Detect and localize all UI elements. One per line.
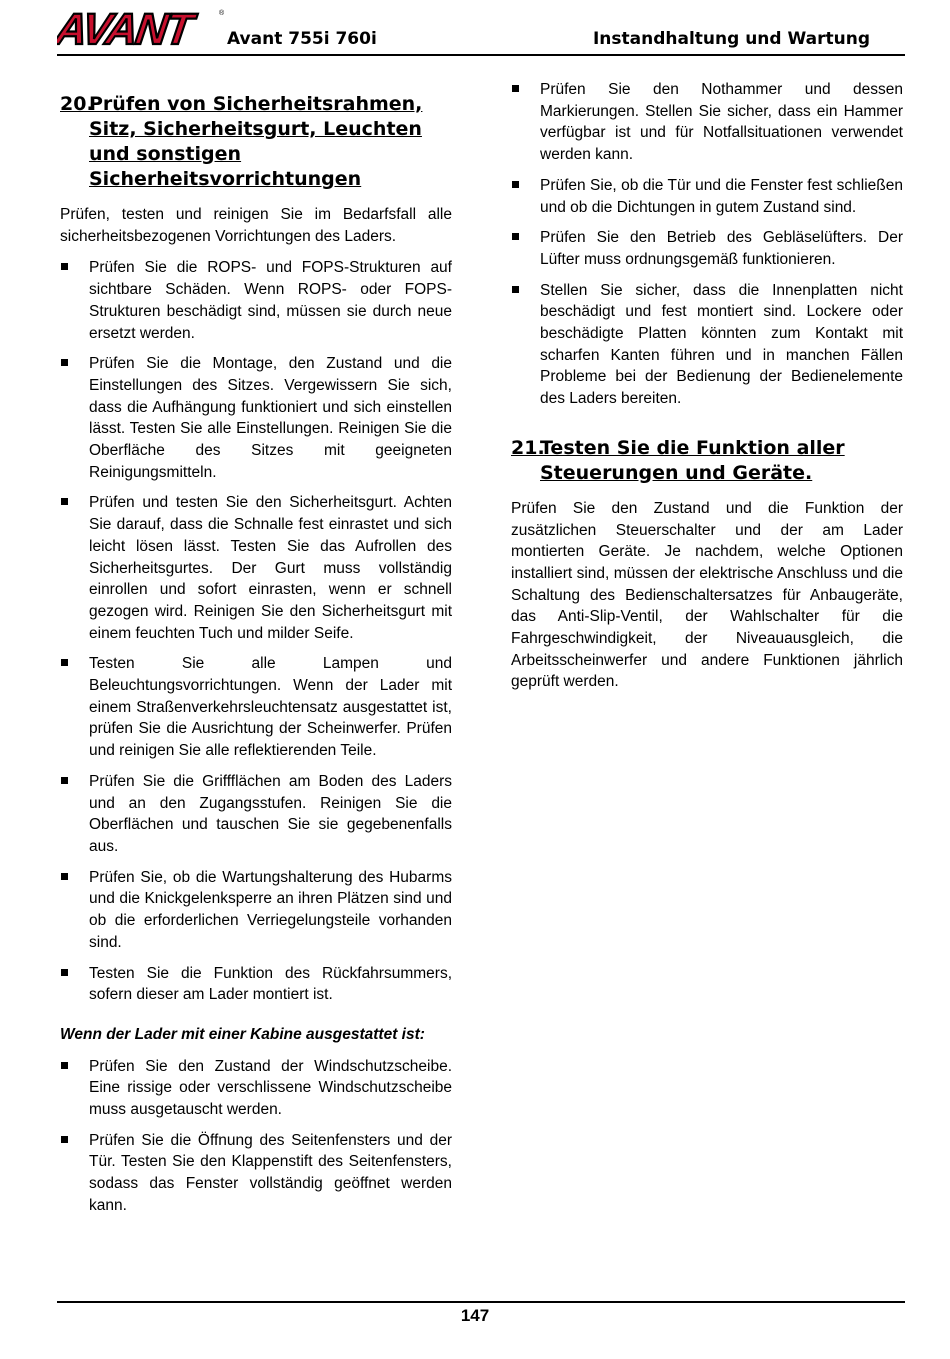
body-paragraph: Prüfen Sie den Zustand und die Funktion der zusätzlichen Steuerschalter und der am Lader montierten Geräte. Je nachdem, welche Optionen installiert sind, müssen der elektrische Anschluss und die Schaltung des Bedienschaltersatzes für Anbaugeräte, das Anti-Slip-Ventil, der Wahlschalter für die Fahrgeschwindigkeit, der Niveauausgleich, die Arbeitsscheinwerfer und andere Funktionen jährlich geprüft werden. [511, 499, 903, 691]
list-item: Prüfen Sie den Betrieb des Gebläselüfters. Der Lüfter muss ordnungsgemäß funktionieren. [511, 227, 903, 270]
avant-logo [57, 6, 227, 53]
bullet-icon [61, 498, 68, 505]
bullet-icon [61, 1136, 68, 1143]
bullet-icon [61, 359, 68, 366]
cabin-check-list-continued [511, 79, 903, 410]
safety-check-list [60, 257, 452, 1006]
heading-text: Testen Sie die Funktion aller Steuerungen und Geräte. [540, 436, 845, 484]
footer-divider [57, 1301, 905, 1303]
list-item: Prüfen Sie, ob die Wartungshalterung des Hubarms und die Knickgelenksperre an ihren Plätzen sind und ob die erforderlichen Verriegelungsteile vorhanden sind. [60, 867, 452, 954]
list-item: Testen Sie die Funktion des Rückfahrsummers, sofern dieser am Lader montiert ist. [60, 963, 452, 1006]
right-column [511, 79, 903, 703]
svg-text:®: ® [219, 10, 225, 17]
list-item: Prüfen Sie die ROPS- und FOPS-Strukturen auf sichtbare Schäden. Wenn ROPS- oder FOPS-Strukturen beschädigt sind, müssen sie durch neue ersetzt werden. [60, 257, 452, 344]
list-item: Prüfen Sie, ob die Tür und die Fenster fest schließen und ob die Dichtungen in gutem Zustand sind. [511, 175, 903, 218]
bullet-icon [61, 263, 68, 270]
left-column [60, 92, 452, 1226]
list-item: Testen Sie alle Lampen und Beleuchtungsvorrichtungen. Wenn der Lader mit einem Straßenverkehrsleuchtensatz ausgestattet ist, prüfen Sie die Ausrichtung der Scheinwerfer. Prüfen und reinigen Sie alle reflektierenden Teile. [60, 653, 452, 762]
cabin-note: Wenn der Lader mit einer Kabine ausgestattet ist: [60, 1025, 425, 1043]
bullet-icon [61, 1062, 68, 1069]
heading-number: 20. [60, 93, 94, 115]
page-header [57, 0, 905, 56]
heading-number: 21. [511, 436, 545, 459]
bullet-icon [61, 873, 68, 880]
list-item: Stellen Sie sicher, dass die Innenplatten nicht beschädigt und fest montiert sind. Lockere oder beschädigte Platten könnten zum Kontakt mit scharfen Kanten führen und in manchen Fällen Probleme bei der Bedienung der Bedienelemente des Laders bereiten. [511, 280, 903, 410]
cabin-check-list [60, 1056, 452, 1217]
bullet-icon [512, 233, 519, 240]
intro-paragraph: Prüfen, testen und reinigen Sie im Bedarfsfall alle sicherheitsbezogenen Vorrichtungen des Laders. [60, 206, 452, 245]
section-heading-21 [511, 436, 903, 486]
bullet-icon [512, 85, 519, 92]
list-item: Prüfen Sie den Nothammer und dessen Markierungen. Stellen Sie sicher, dass ein Hammer verfügbar ist und für Notfallsituationen verwendet werden kann. [511, 79, 903, 166]
bullet-icon [61, 777, 68, 784]
section-heading-20 [60, 92, 452, 192]
list-item: Prüfen Sie den Zustand der Windschutzscheibe. Eine rissige oder verschlissene Windschutzscheibe muss ausgetauscht werden. [60, 1056, 452, 1121]
svg-text:AVANT: AVANT [57, 6, 195, 48]
list-item: Prüfen Sie die Öffnung des Seitenfensters und der Tür. Testen Sie den Klappenstift des Seitenfensters, sodass das Fenster vollständig geöffnet werden kann. [60, 1130, 452, 1217]
list-item: Prüfen Sie die Montage, den Zustand und die Einstellungen des Sitzes. Vergewissern Sie sich, dass die Aufhängung funktioniert und sich einstellen lässt. Testen Sie alle Einstellungen. Reinigen Sie die Oberfläche des Sitzes mit geeigneten Reinigungsmitteln. [60, 353, 452, 483]
bullet-icon [61, 969, 68, 976]
heading-text: Prüfen von Sicherheitsrahmen, Sitz, Sicherheitsgurt, Leuchten und sonstigen Sicherheitsvorrichtungen [89, 93, 423, 190]
bullet-icon [512, 181, 519, 188]
bullet-icon [61, 659, 68, 666]
page-number: 147 [460, 1306, 490, 1325]
list-item: Prüfen und testen Sie den Sicherheitsgurt. Achten Sie darauf, dass die Schnalle fest einrastet und sich leicht lösen lässt. Testen Sie das Aufrollen des Sicherheitsgurtes. Der Gurt muss vollständig einrollen und sofort einrasten, wenn er schnell gezogen wird. Reinigen Sie den Sicherheitsgurt mit einem feuchten Tuch und milder Seife. [60, 492, 452, 644]
model-name: Avant 755i 760i [227, 29, 377, 49]
list-item: Prüfen Sie die Griffflächen am Boden des Laders und an den Zugangsstufen. Reinigen Sie die Oberflächen und tauschen Sie sie gegebenenfalls aus. [60, 771, 452, 858]
section-title: Instandhaltung und Wartung [592, 29, 870, 49]
bullet-icon [512, 286, 519, 293]
